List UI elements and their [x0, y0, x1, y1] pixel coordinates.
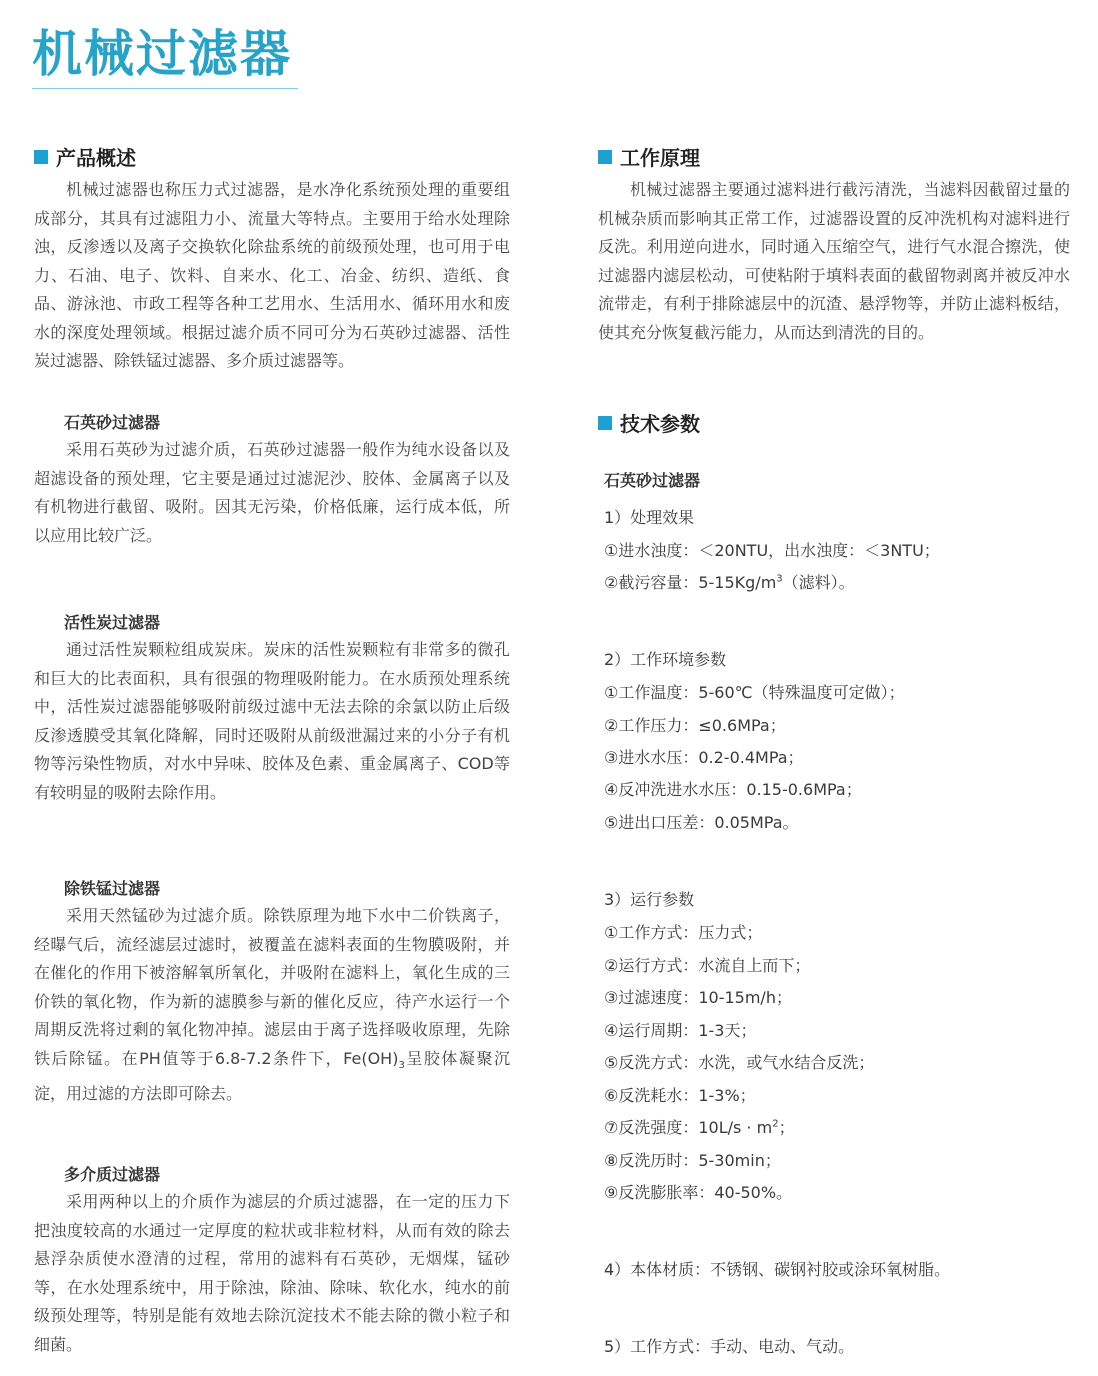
multi-text: 采用两种以上的介质作为滤层的介质过滤器，在一定的压力下把浊度较高的水通过一定厚度的粒状或非粒材料，从而有效的除去悬浮杂质使水澄清的过程，常用的滤料有石英砂，无烟煤，锰砂等，在水处理系统中，用于除浊，除油、除味、软化水，纯水的前级预处理等，特别是能有效地去除沉淀技术不能去除的微小粒子和细菌。 [34, 1192, 510, 1354]
overview-heading-label: 产品概述 [56, 146, 136, 170]
quartz-title: 石英砂过滤器 [64, 413, 161, 432]
iron-text [34, 902, 510, 1109]
params-subtitle: 石英砂过滤器 [604, 471, 701, 490]
overview-text: 机械过滤器也称压力式过滤器，是水净化系统预处理的重要组成部分，其具有过滤阻力小、流量大等特点。主要用于给水处理除浊，反渗透以及离子交换软化除盐系统的前级预处理，也可用于电力、石油、电子、饮料、自来水、化工、冶金、纺织、造纸、食品、游泳池、市政工程等各种工艺用水、生活用水、循环用水和废水的深度处理领域。根据过滤介质不同可分为石英砂过滤器、活性炭过滤器、除铁锰过滤器、多介质过滤器等。 [34, 180, 510, 370]
group1-title: 1）处理效果 [604, 508, 695, 527]
group2-title: 2）工作环境参数 [604, 650, 727, 669]
group3-line7-a: ⑦反洗强度：10L/s · m [604, 1118, 773, 1137]
principle-heading [598, 142, 700, 171]
group4-line: 4）本体材质：不锈钢、碳钢衬胶或涂环氧树脂。 [604, 1260, 951, 1279]
group3-line9: ⑨反洗膨胀率：40-50%。 [604, 1183, 793, 1202]
params-heading [598, 408, 700, 437]
square-bullet-icon [598, 416, 612, 430]
group1-line2 [604, 570, 855, 593]
group2-line3: ③进水水压：0.2-0.4MPa； [604, 748, 804, 767]
title-underline [32, 88, 298, 89]
multi-title: 多介质过滤器 [64, 1165, 161, 1184]
iron-text-a: 采用天然锰砂为过滤介质。除铁原理为地下水中二价铁离子，经曝气后，流经滤层过滤时，被覆盖在滤料表面的生物膜吸附，并在催化的作用下被溶解氧所氧化，并吸附在滤料上，氧化生成的三价铁的氧化物，作为新的滤膜参与新的催化反应，待产水运行一个周期反洗将过剩的氧化物冲掉。滤层由于离子选择吸收原理，先除铁后除锰。在PH值等于6.8-7.2条件下，Fe(OH) [34, 906, 510, 1068]
group3-title: 3）运行参数 [604, 890, 695, 909]
square-bullet-icon [598, 150, 612, 164]
group5-line: 5）工作方式：手动、电动、气动。 [604, 1337, 855, 1356]
group2-line5: ⑤进出口压差：0.05MPa。 [604, 813, 799, 832]
group3-line5: ⑤反洗方式：水洗，或气水结合反洗； [604, 1053, 875, 1072]
group1-line2-sup: 3 [776, 573, 783, 585]
group3-line7-b: ； [778, 1118, 795, 1137]
group3-line7-sup: 2 [772, 1118, 779, 1130]
iron-subscript: 3 [398, 1059, 405, 1071]
group3-line8: ⑧反洗历时：5-30min； [604, 1151, 781, 1170]
iron-text-b: 呈胶体凝聚沉淀，用过滤的方法即可除去。 [34, 1048, 510, 1104]
group3-line6: ⑥反洗耗水：1-3%； [604, 1086, 756, 1105]
carbon-title: 活性炭过滤器 [64, 613, 161, 632]
params-heading-label: 技术参数 [620, 412, 700, 436]
group2-line2: ②工作压力：≤0.6MPa； [604, 716, 786, 735]
overview-heading [34, 142, 136, 171]
group3-line4: ④运行周期：1-3天； [604, 1021, 757, 1040]
carbon-text: 通过活性炭颗粒组成炭床。炭床的活性炭颗粒有非常多的微孔和巨大的比表面积，具有很强的物理吸附能力。在水质预处理系统中，活性炭过滤器能够吸附前级过滤中无法去除的余氯以防止后级反渗透膜受其氧化降解，同时还吸附从前级泄漏过来的小分子有机物等污染性物质，对水中异味、胶体及色素、重金属离子、COD等有较明显的吸附去除作用。 [34, 640, 510, 802]
group1-line2-a: ②截污容量：5-15Kg/m [604, 573, 777, 592]
group1-line1: ①进水浊度：＜20NTU，出水浊度：＜3NTU； [604, 541, 940, 560]
group3-line7 [604, 1115, 795, 1138]
group3-line2: ②运行方式：水流自上而下； [604, 956, 811, 975]
page-title: 机械过滤器 [32, 25, 292, 83]
group2-line4: ④反冲洗进水水压：0.15-0.6MPa； [604, 780, 862, 799]
group2-line1: ①工作温度：5-60℃（特殊温度可定做）； [604, 683, 905, 702]
iron-title: 除铁锰过滤器 [64, 879, 161, 898]
group3-line1: ①工作方式：压力式； [604, 923, 763, 942]
square-bullet-icon [34, 150, 48, 164]
principle-heading-label: 工作原理 [620, 146, 700, 170]
quartz-text: 采用石英砂为过滤介质，石英砂过滤器一般作为纯水设备以及超滤设备的预处理，它主要是通过过滤泥沙、胶体、金属离子以及有机物进行截留、吸附。因其无污染，价格低廉，运行成本低，所以应用比较广泛。 [34, 440, 510, 545]
group3-line3: ③过滤速度：10-15m/h； [604, 988, 792, 1007]
principle-text: 机械过滤器主要通过滤料进行截污清洗，当滤料因截留过量的机械杂质而影响其正常工作，过滤器设置的反冲洗机构对滤料进行反洗。利用逆向进水，同时通入压缩空气，进行气水混合擦洗，使过滤器内滤层松动，可使粘附于填料表面的截留物剥离并被反冲水流带走，有利于排除滤层中的沉渣、悬浮物等，并防止滤料板结，使其充分恢复截污能力，从而达到清洗的目的。 [598, 180, 1070, 342]
group1-line2-b: （滤料）。 [782, 573, 855, 592]
